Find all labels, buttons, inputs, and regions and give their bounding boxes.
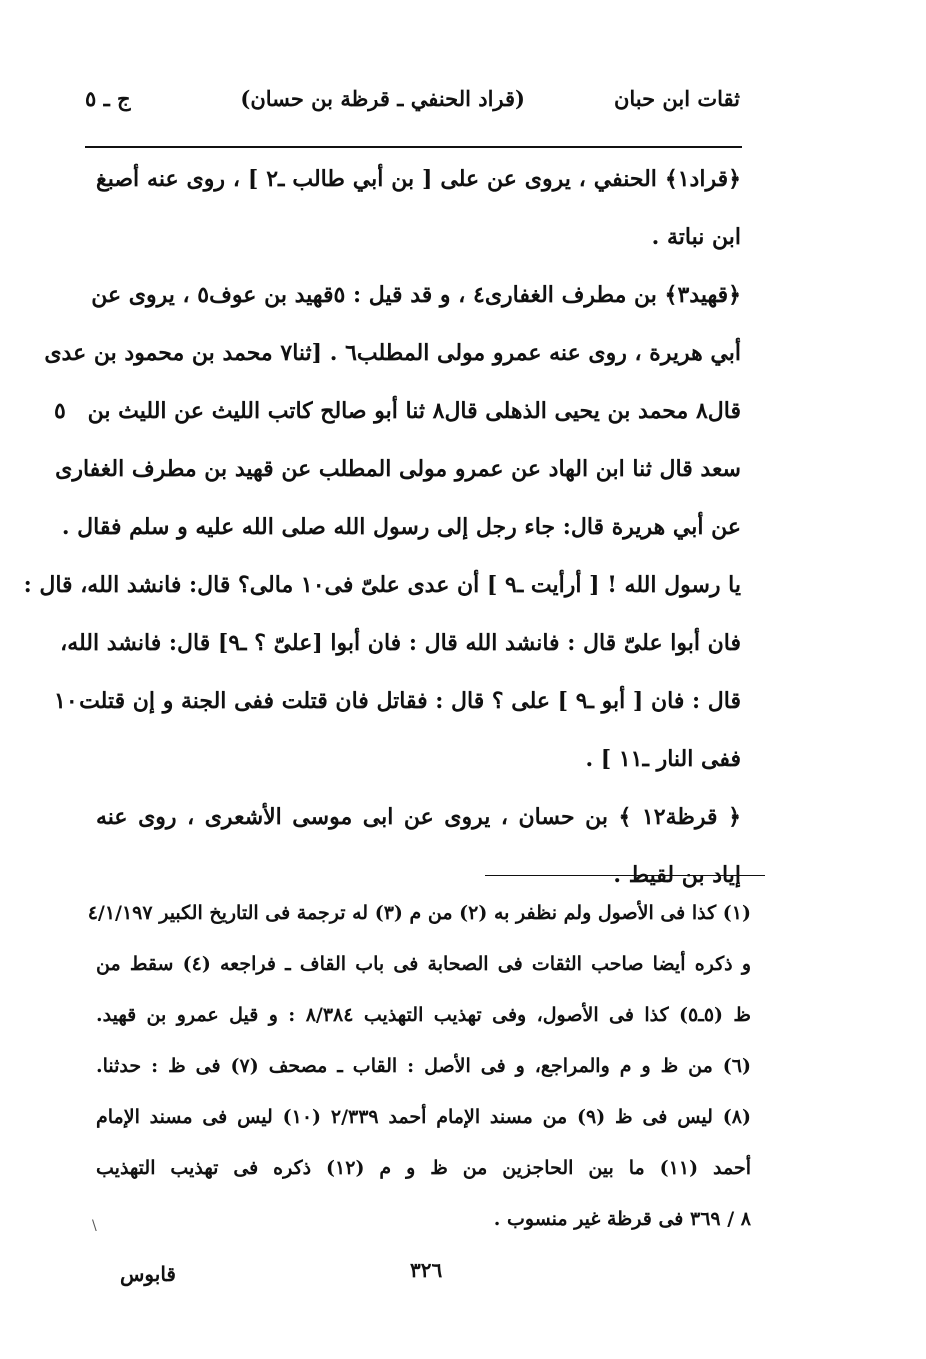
footnotes — [87, 888, 752, 1245]
footnote-line: (٨) ليس فى ظ (٩) من مسند الإمام أحمد ٢/٣٣٩ (١٠) ليس فى مسند الإمام — [96, 1106, 751, 1128]
scan-mark: \ — [92, 1218, 97, 1234]
footnote-line: ظ (٥ـ٥) كذا فى الأصول، وفى تهذيب التهذيب ٨/٣٨٤ : و قيل عمرو بن قهيد. — [96, 1004, 751, 1026]
line-number: ١٠ — [54, 688, 78, 714]
header-book-title: ثقات ابن حبان — [613, 86, 740, 111]
text-line-content: أبي هريرة ، روى عنه عمرو مولى المطلب٦ . [ثنا٧ محمد بن محمود بن عدى — [44, 340, 741, 366]
text-line — [44, 324, 741, 382]
text-line-content: فان أبوا علىّ قال : فانشد الله قال : فان أبوا [علىّ ؟ ـ٩] قال: فانشد الله، — [60, 630, 741, 656]
text-line-content: ﴿قهيد٣﴾ بن مطرف الغفارى٤ ، و قد قيل : ٥قهيد بن عوف٥ ، يروى عن — [91, 282, 741, 308]
text-line — [54, 672, 741, 730]
text-line-content: قال٨ محمد بن يحيى الذهلى قال٨ ثنا أبو صالح كاتب الليث عن الليث بن — [87, 398, 741, 424]
main-text — [23, 150, 742, 904]
text-line-content: إياد بن لقيط . — [613, 862, 741, 888]
text-line — [23, 556, 741, 614]
header-rule — [85, 146, 742, 148]
footnote-line: (١) كذا فى الأصول ولم نظفر به (٢) من م (٣) له ترجمة فى التاريخ الكبير ٤/١/١٩٧ — [87, 902, 751, 924]
footnote-line: ٨ / ٣٦٩ فى قرظة غير منسوب . — [493, 1208, 751, 1230]
footnote-separator — [485, 875, 765, 876]
text-line — [54, 382, 741, 440]
text-line — [91, 266, 741, 324]
text-line-content: ﴿ قرظة١٢ ﴾ بن حسان ، يروى عن ابى موسى الأشعرى ، روى عنه — [96, 804, 741, 830]
text-line-content: ﴿قراد١﴾ الحنفي ، يروى عن على [ بن أبي طالب ـ٢ ] ، روى عنه أصبغ — [96, 166, 742, 192]
line-number: ٥ — [54, 398, 66, 424]
header-volume: ج ـ ٥ — [85, 86, 131, 111]
text-line-content: قال : فان [ أبو ـ٩ ] على ؟ قال : فقاتل فان قتلت ففى الجنة و إن قتلت — [79, 688, 741, 714]
text-line — [61, 498, 741, 556]
footnote-line: أحمد (١١) ما بين الحاجزين من ظ و م (١٢) ذكره فى تهذيب التهذيب — [96, 1157, 751, 1179]
text-line-content: سعد قال ثنا ابن الهاد عن عمرو مولى المطلب عن قهيد بن مطرف الغفارى — [55, 456, 741, 482]
text-line — [60, 614, 741, 672]
footnote-line: (٦) من ظ و م والمراجع، و فى الأصل : القاب ـ مصحف (٧) فى ظ : حدثنا. — [96, 1055, 751, 1077]
text-line-content: ابن نباتة . — [651, 224, 741, 250]
text-line-content: عن أبي هريرة قال: جاء رجل إلى رسول الله صلى الله عليه و سلم فقال . — [61, 514, 741, 540]
text-line — [55, 440, 741, 498]
page-footer — [100, 1258, 740, 1298]
text-line — [96, 788, 741, 846]
text-line — [96, 208, 741, 266]
header-section-title: (قراد الحنفي ـ قرظة بن حسان) — [240, 86, 525, 111]
page-number: ٣٢٦ — [410, 1258, 443, 1282]
text-line-content: ففى النار ـ١١ ] . — [585, 746, 741, 772]
text-line — [96, 730, 741, 788]
running-header — [85, 82, 740, 122]
text-line-content: يا رسول الله ! [ أرأيت ـ٩ ] أن عدى علىّ فى١٠ مالى؟ قال: فانشد الله، قال : — [23, 572, 741, 598]
footnote-line: و ذكره أيضا صاحب الثقات فى الصحابة فى باب القاف ـ فراجعه (٤) سقط من — [96, 953, 752, 975]
text-line — [96, 150, 741, 208]
footer-signature: قابوس — [120, 1262, 176, 1286]
